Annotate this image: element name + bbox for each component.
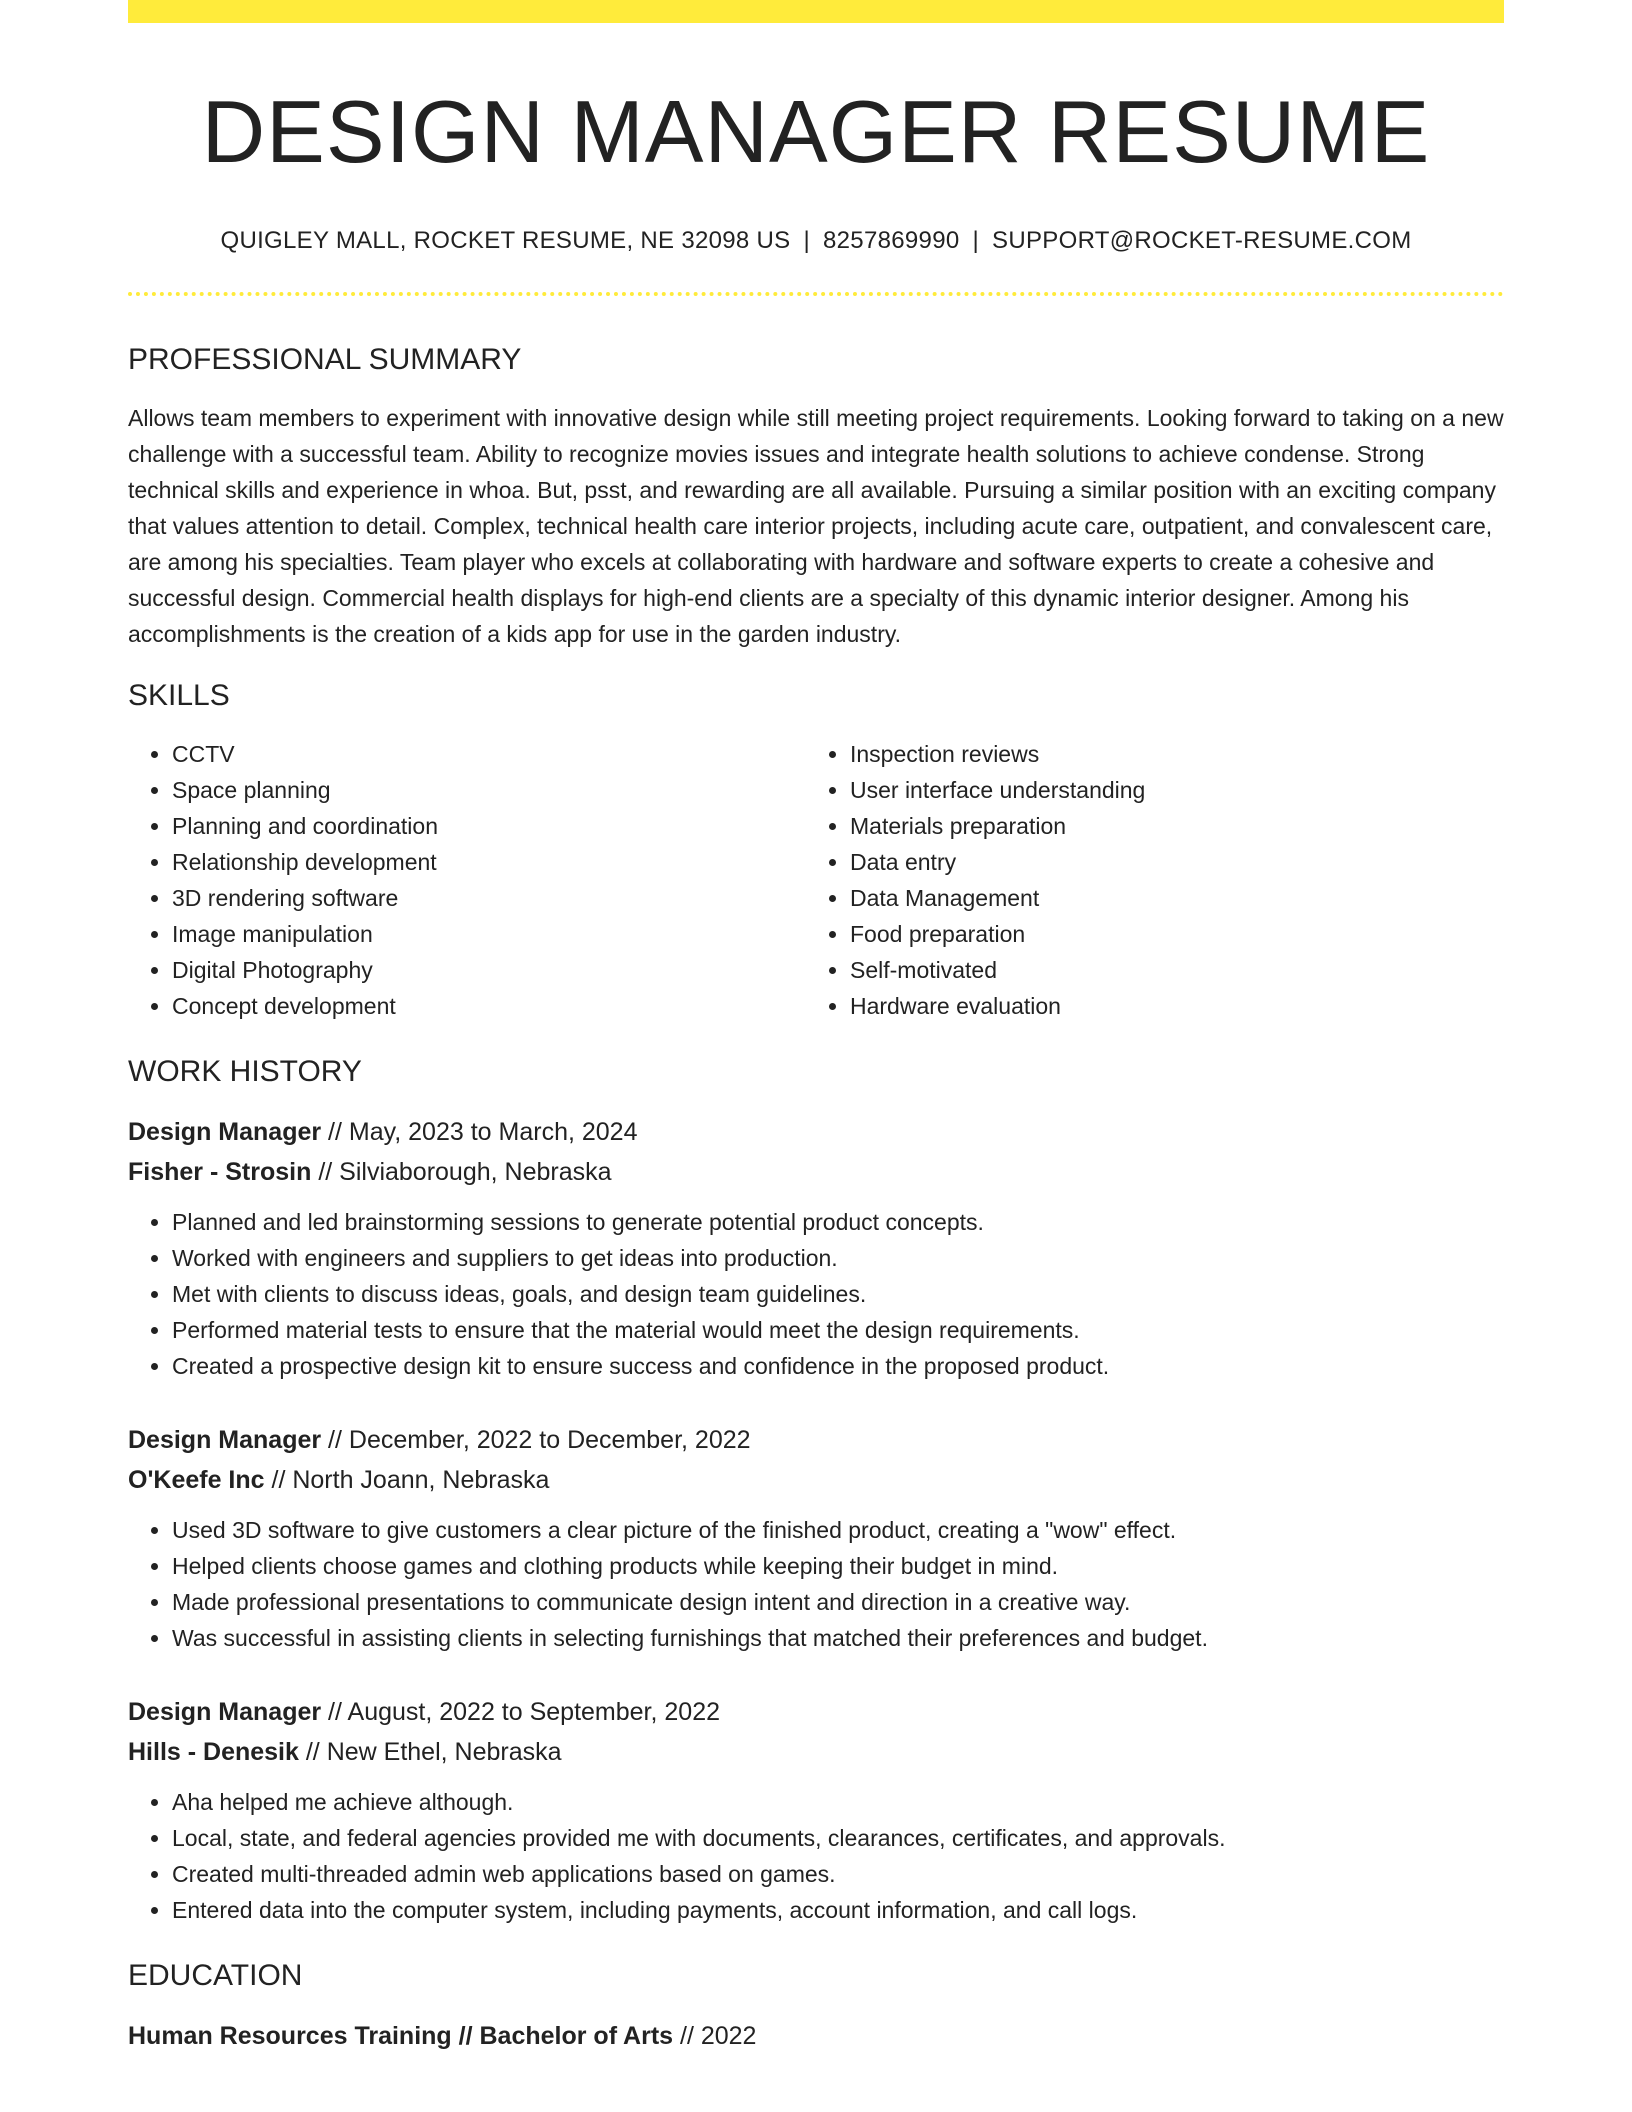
- education-entry: [128, 2016, 1504, 2056]
- job-company: Hills - Denesik: [128, 1737, 299, 1766]
- summary-paragraph: Allows team members to experiment with innovative design while still meeting project requirements. Looking forward to taking on a new challenge with a successful team. Ability to recognize movies issues and integrate health solutions to achieve condense. Strong technical skills and experience in whoa. But, psst, and rewarding are all available. Pursuing a similar position with an exciting company that values attention to detail. Complex, technical health care interior projects, including acute care, outpatient, and convalescent care, are among his specialties. Team player who excels at collaborating with hardware and software experts to create a cohesive and successful design. Commercial health displays for high-end clients are a specialty of this dynamic interior designer. Among his accomplishments is the creation of a kids app for use in the garden industry.: [128, 404, 1504, 647]
- job-bullet: • Local, state, and federal agencies provided me with documents, clearances, certificates, and approvals.: [172, 1820, 1504, 1856]
- job-bullet: • Used 3D software to give customers a clear picture of the finished product, creating a "wow" effect.: [172, 1512, 1504, 1548]
- job-location: // Silviaborough, Nebraska: [311, 1157, 612, 1186]
- summary-heading: PROFESSIONAL SUMMARY: [128, 342, 522, 376]
- contact-separator: |: [972, 226, 980, 254]
- job-role: Design Manager: [128, 1425, 322, 1454]
- job-company-line: [128, 1152, 1504, 1192]
- skill-item: • Food preparation: [850, 916, 1484, 952]
- contact-line: [128, 225, 1504, 256]
- skill-item: • Data Management: [850, 880, 1484, 916]
- job-bullet: • Performed material tests to ensure that the material would meet the design requirements.: [172, 1312, 1504, 1348]
- education-school: Human Resources Training: [128, 2021, 452, 2050]
- job-bullets: [128, 1512, 1504, 1656]
- job-bullet: • Met with clients to discuss ideas, goals, and design team guidelines.: [172, 1276, 1504, 1312]
- job-company: O'Keefe Inc: [128, 1465, 265, 1494]
- job-bullet: • Planned and led brainstorming sessions to generate potential product concepts.: [172, 1204, 1504, 1240]
- skill-item: • Planning and coordination: [172, 808, 806, 844]
- job-role-line: [128, 1112, 1504, 1152]
- job-entry: [128, 1420, 1504, 1656]
- job-dates: // December, 2022 to December, 2022: [321, 1425, 751, 1454]
- job-dates: // May, 2023 to March, 2024: [321, 1117, 638, 1146]
- skill-item: • User interface understanding: [850, 772, 1484, 808]
- job-company-line: [128, 1460, 1504, 1500]
- job-role: Design Manager: [128, 1117, 322, 1146]
- job-entry: [128, 1112, 1504, 1384]
- skills-list-left: [128, 736, 806, 1024]
- skill-item: • Image manipulation: [172, 916, 806, 952]
- work-history-heading: WORK HISTORY: [128, 1054, 362, 1088]
- skill-item: • Concept development: [172, 988, 806, 1024]
- job-bullets: [128, 1204, 1504, 1384]
- contact-email: SUPPORT@ROCKET-RESUME.COM: [992, 226, 1412, 254]
- job-bullet: • Entered data into the computer system, including payments, account information, and call logs.: [172, 1892, 1504, 1928]
- job-bullet: • Was successful in assisting clients in selecting furnishings that matched their preferences and budget.: [172, 1620, 1504, 1656]
- skills-heading: SKILLS: [128, 678, 230, 712]
- skill-item: • Materials preparation: [850, 808, 1484, 844]
- skill-item: • Hardware evaluation: [850, 988, 1484, 1024]
- skill-item: • Digital Photography: [172, 952, 806, 988]
- contact-address: QUIGLEY MALL, ROCKET RESUME, NE 32098 US: [220, 226, 791, 254]
- contact-phone: 8257869990: [823, 226, 960, 254]
- job-role: Design Manager: [128, 1697, 322, 1726]
- skills-list-right: [806, 736, 1484, 1024]
- job-bullet: • Made professional presentations to communicate design intent and direction in a creative way.: [172, 1584, 1504, 1620]
- job-entry: [128, 1692, 1504, 1928]
- contact-separator: |: [803, 226, 811, 254]
- education-heading: EDUCATION: [128, 1958, 303, 1992]
- job-location: // New Ethel, Nebraska: [298, 1737, 562, 1766]
- skill-item: • Relationship development: [172, 844, 806, 880]
- skill-item: • Data entry: [850, 844, 1484, 880]
- job-bullet: • Created a prospective design kit to ensure success and confidence in the proposed product.: [172, 1348, 1504, 1384]
- skill-item: • Self-motivated: [850, 952, 1484, 988]
- education-joiner: //: [451, 2021, 480, 2050]
- skill-item: • Inspection reviews: [850, 736, 1484, 772]
- job-bullet: • Worked with engineers and suppliers to get ideas into production.: [172, 1240, 1504, 1276]
- job-company-line: [128, 1732, 1504, 1772]
- dotted-divider: [128, 292, 1504, 296]
- job-bullets: [128, 1784, 1504, 1928]
- job-dates: // August, 2022 to September, 2022: [321, 1697, 721, 1726]
- resume-title: DESIGN MANAGER RESUME: [201, 82, 1431, 181]
- job-location: // North Joann, Nebraska: [264, 1465, 550, 1494]
- education-year: // 2022: [673, 2021, 757, 2050]
- job-bullet: • Created multi-threaded admin web applications based on games.: [172, 1856, 1504, 1892]
- job-role-line: [128, 1420, 1504, 1460]
- job-bullet: • Aha helped me achieve although.: [172, 1784, 1504, 1820]
- skill-item: • Space planning: [172, 772, 806, 808]
- skills-grid: [128, 736, 1504, 1024]
- job-company: Fisher - Strosin: [128, 1157, 312, 1186]
- skill-item: • CCTV: [172, 736, 806, 772]
- skill-item: • 3D rendering software: [172, 880, 806, 916]
- job-role-line: [128, 1692, 1504, 1732]
- job-bullet: • Helped clients choose games and clothing products while keeping their budget in mind.: [172, 1548, 1504, 1584]
- resume-page: [128, 0, 1504, 2056]
- education-degree: Bachelor of Arts: [479, 2021, 674, 2050]
- accent-top-bar: [128, 0, 1504, 23]
